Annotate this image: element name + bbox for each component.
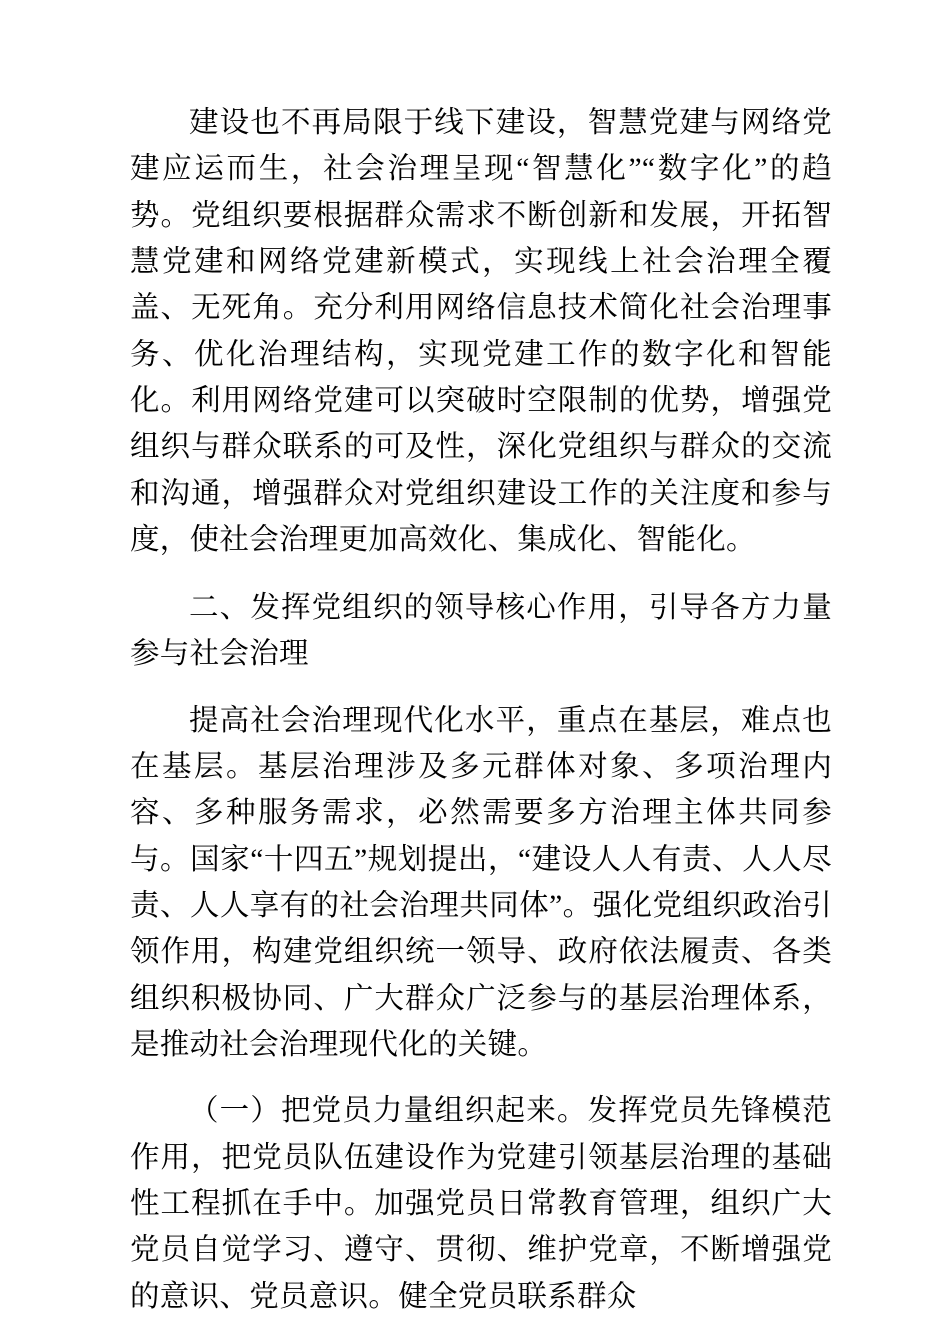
paragraph-grassroots-governance: 提高社会治理现代化水平，重点在基层，难点也在基层。基层治理涉及多元群体对象、多项治理内容、多种服务需求，必然需要多方治理主体共同参与。国家“十四五”规划提出，“建设人人有责、人人尽责、人人享有的社会治理共同体”。强化党组织政治引领作用，构建党组织统一领导、政府依法履责、各类组织积极协同、广大群众广泛参与的基层治理体系，是推动社会治理现代化的关键。 xyxy=(130,704,832,1061)
heading-section-two: 二、发挥党组织的领导核心作用，引导各方力量参与社会治理 xyxy=(130,592,832,671)
paragraph-subsection-one: （一）把党员力量组织起来。发挥党员先锋模范作用，把党员队伍建设作为党建引领基层治理的基础性工程抓在手中。加强党员日常教育管理，组织广大党员自觉学习、遵守、贯彻、维护党章，不断增强党的意识、党员意识。健全党员联系群众 xyxy=(130,1095,832,1313)
paragraph-smart-party-building: 建设也不再局限于线下建设，智慧党建与网络党建应运而生，社会治理呈现“智慧化”“数字化”的趋势。党组织要根据群众需求不断创新和发展，开拓智慧党建和网络党建新模式，实现线上社会治理全覆盖、无死角。充分利用网络信息技术简化社会治理事务、优化治理结构，实现党建工作的数字化和智能化。利用网络党建可以突破时空限制的优势，增强党组织与群众联系的可及性，深化党组织与群众的交流和沟通，增强群众对党组织建设工作的关注度和参与度，使社会治理更加高效化、集成化、智能化。 xyxy=(130,107,832,556)
document-body xyxy=(130,100,832,1320)
